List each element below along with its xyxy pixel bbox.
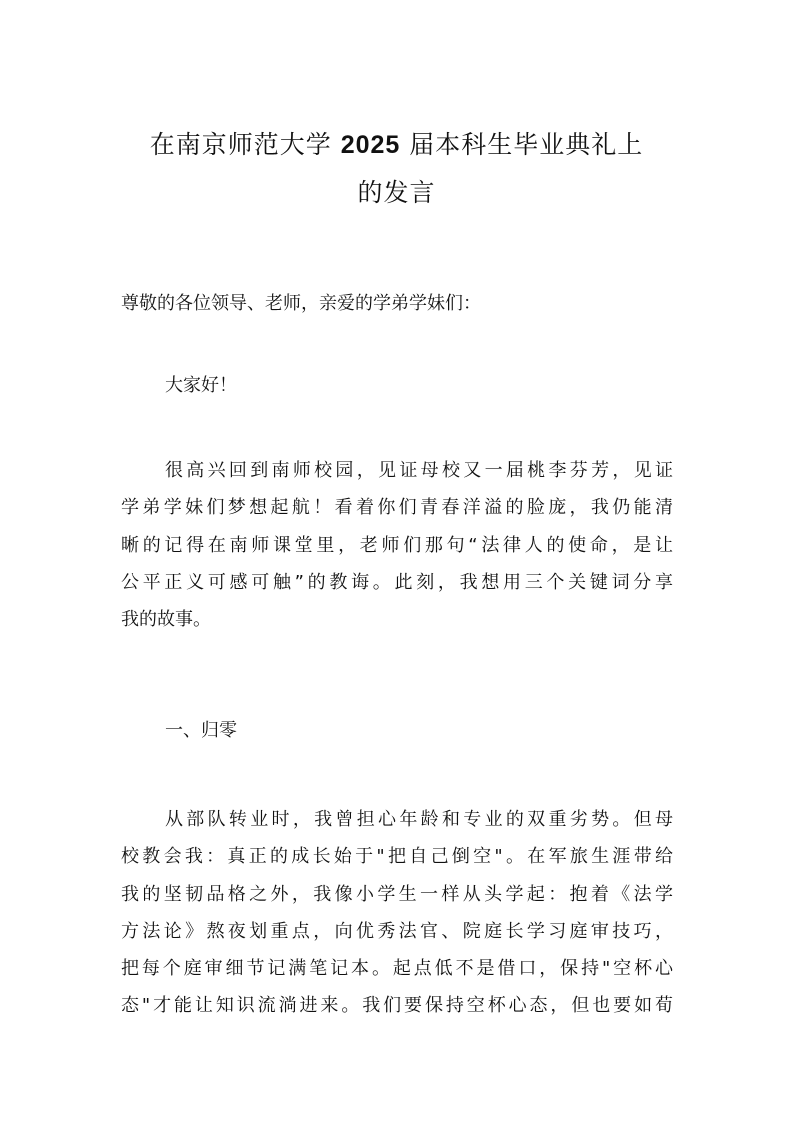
paragraph-line: 学弟学妹们梦想起航！看着你们青春洋溢的脸庞，我仍能清 [121, 497, 673, 519]
section-heading [121, 712, 673, 749]
paragraph-line: 方法论》熬夜划重点，向优秀法官、院庭长学习庭审技巧， [121, 920, 673, 942]
paragraph-line: 我的坚韧品格之外，我像小学生一样从头学起：抱着《法学 [121, 883, 673, 905]
paragraph-line: 把每个庭审细节记满笔记本。起点低不是借口，保持"空杯心 [121, 958, 673, 980]
paragraph-line: 校教会我：真正的成长始于"把自己倒空"。在军旅生涯带给 [121, 846, 673, 868]
hello-text: 大家好！ [165, 375, 237, 396]
greeting-text: 尊敬的各位领导、老师，亲爱的学弟学妹们： [121, 293, 481, 314]
title-year: 2025 [340, 131, 401, 159]
title-line1-a: 在南京师范大学 [149, 130, 341, 159]
paragraph-line: 很高兴回到南师校园，见证母校又一届桃李芬芳，见证 [165, 460, 673, 481]
greeting [121, 285, 673, 322]
paragraph-line: 态"才能让知识流淌进来。我们要保持空杯心态，但也要如荀 [121, 995, 673, 1017]
paragraph-line: 我的故事。 [121, 609, 211, 631]
document-title [60, 121, 733, 169]
section-heading-text: 一、归零 [165, 720, 237, 741]
paragraph-2 [121, 801, 673, 1025]
paragraph-line: 公平正义可感可触”的教诲。此刻，我想用三个关键词分享 [121, 571, 673, 593]
paragraph-line: 晰的记得在南师课堂里，老师们那句“法律人的使命，是让 [121, 534, 673, 556]
paragraph-line: 从部队转业时，我曾担心年龄和专业的双重劣势。但母 [165, 809, 673, 830]
title-line1-b: 届本科生毕业典礼上 [400, 130, 644, 159]
hello [121, 367, 673, 404]
paragraph-1 [121, 452, 673, 638]
document-title-line2: 的发言 [357, 178, 436, 207]
